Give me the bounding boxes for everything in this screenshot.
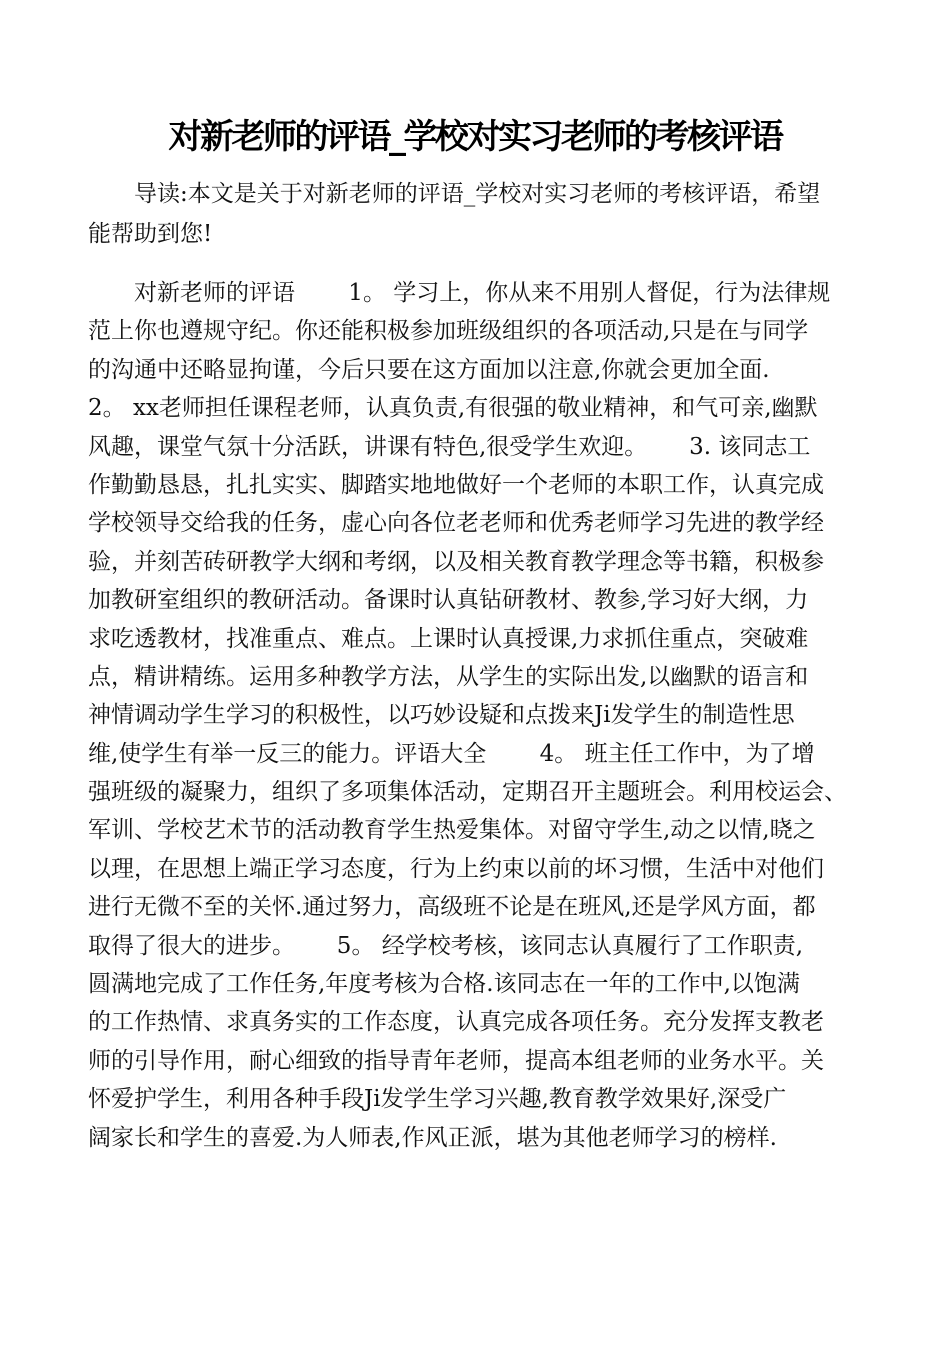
body-line: 验，并刻苦砖研教学大纲和考纲，以及相关教育教学理念等书籍，积极参 (88, 548, 824, 575)
body-line: 学校领导交给我的任务，虚心向各位老老师和优秀老师学习先进的教学经 (88, 510, 824, 537)
document-title: 对新老师的评语_学校对实习老师的考核评语 (168, 117, 782, 157)
body-line: 范上你也遵规守纪。你还能积极参加班级组织的各项活动,只是在与同学 (88, 318, 809, 345)
body-line: 强班级的凝聚力，组织了多项集体活动，定期召开主题班会。利用校运会、 (88, 779, 847, 806)
body-line: 作勤勤恳恳，扎扎实实、脚踏实地地做好一个老师的本职工作，认真完成 (88, 471, 824, 498)
body-line: 的工作热情、求真务实的工作态度，认真完成各项任务。充分发挥支教老 (88, 1009, 824, 1036)
body-paragraph (88, 274, 868, 1157)
body-line: 求吃透教材，找准重点、难点。上课时认真授课,力求抓住重点，突破难 (88, 625, 809, 652)
body-line: 阔家长和学生的喜爱.为人师表,作风正派，堪为其他老师学习的榜样. (88, 1124, 777, 1151)
body-line: 加教研室组织的教研活动。备课时认真钻研教材、教参,学习好大纲，力 (88, 587, 809, 614)
intro-paragraph (88, 174, 868, 254)
body-line: 点，精讲精练。运用多种教学方法，从学生的实际出发,以幽默的语言和 (88, 663, 809, 690)
body-line: 军训、学校艺术节的活动教育学生热爱集体。对留守学生,动之以情,晓之 (88, 817, 816, 844)
body-line: 2。 xx老师担任课程老师，认真负责,有很强的敬业精神，和气可亲,幽默 (88, 395, 818, 422)
body-line: 神情调动学生学习的积极性，以巧妙设疑和点拨来Ji发学生的制造性思 (88, 702, 795, 729)
intro-line: 能帮助到您! (88, 221, 213, 247)
body-line: 维,使学生有举一反三的能力。评语大全 4。 班主任工作中，为了增 (88, 740, 815, 767)
body-line: 怀爱护学生，利用各种手段Ji发学生学习兴趣,教育教学效果好,深受广 (88, 1086, 787, 1113)
body-line: 以理，在思想上端正学习态度，行为上约束以前的坏习惯，生活中对他们 (88, 855, 824, 882)
body-line: 师的引导作用，耐心细致的指导青年老师，提高本组老师的业务水平。关 (88, 1047, 824, 1074)
body-line: 取得了很大的进步。 5。 经学校考核，该同志认真履行了工作职责, (88, 932, 804, 959)
intro-line: 导读:本文是关于对新老师的评语_学校对实习老师的考核评语，希望 (134, 181, 821, 207)
body-line: 的沟通中还略显拘谨，今后只要在这方面加以注意,你就会更加全面. (88, 356, 770, 383)
body-line: 风趣，课堂气氛十分活跃，讲课有特色,很受学生欢迎。 3. 该同志工 (88, 433, 811, 460)
body-line: 圆满地完成了工作任务,年度考核为合格.该同志在一年的工作中,以饱满 (88, 971, 800, 998)
body-line: 进行无微不至的关怀.通过努力，高级班不论是在班风,还是学风方面，都 (88, 894, 816, 921)
body-line: 对新老师的评语 1。 学习上，你从来不用别人督促，行为法律规 (134, 280, 831, 306)
